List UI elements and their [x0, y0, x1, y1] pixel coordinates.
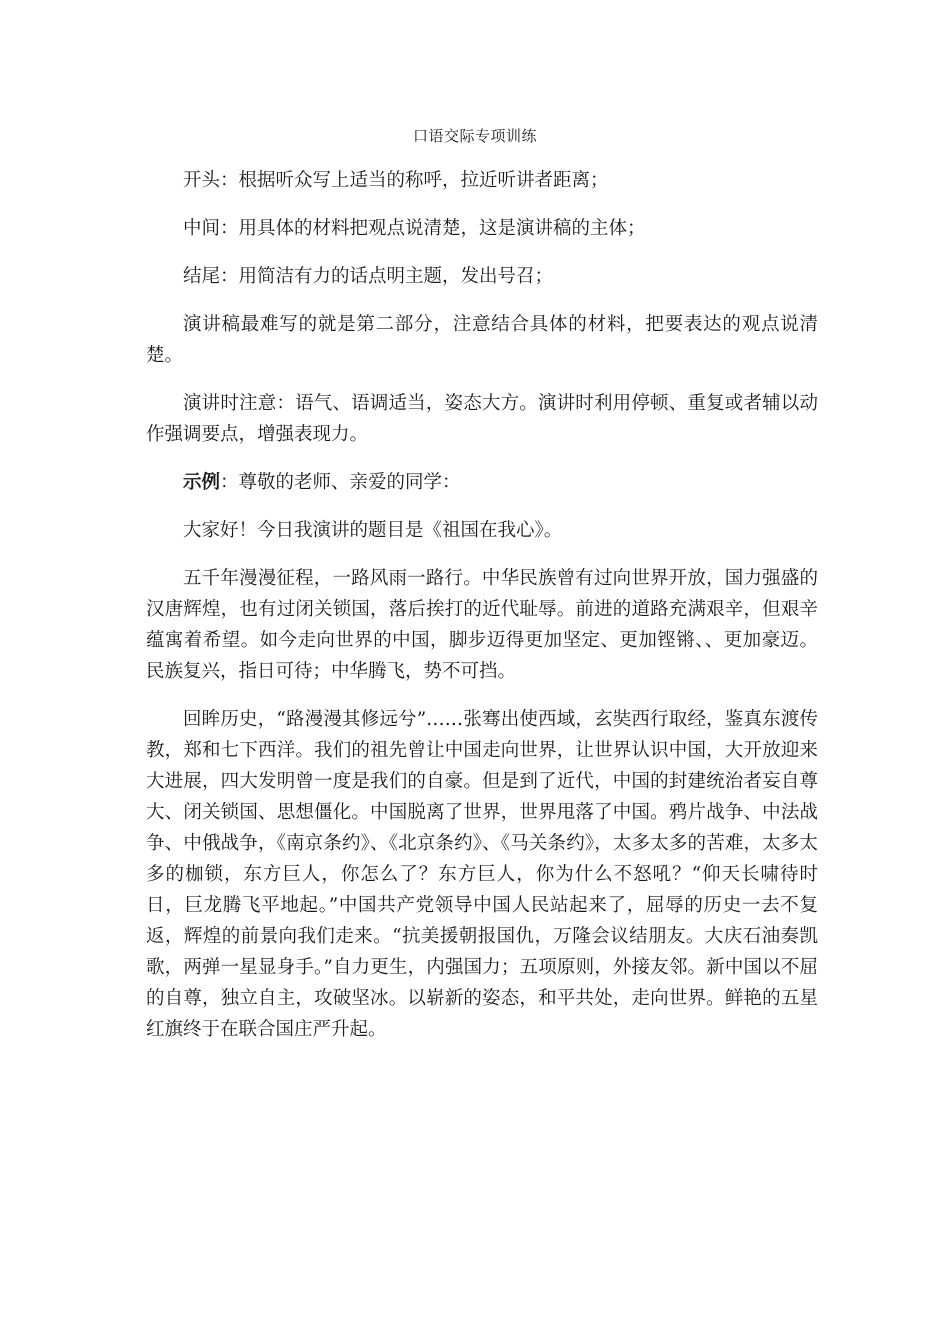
example-salutation: ：尊敬的老师、亲爱的同学：: [220, 472, 461, 493]
example-label: 示例: [183, 472, 221, 493]
speech-paragraph-history: 五千年漫漫征程，一路风雨一路行。中华民族曾有过向世界开放，国力强盛的汉唐辉煌，也有过闭关锁国，落后挨打的近代耻辱。前进的道路充满艰辛，但艰辛蕴寓着希望。如今走向世界的中国，脚步迈得更加坚定、更加铿锵、、更加豪迈。民族复兴，指日可待；中华腾飞，势不可挡。: [146, 568, 818, 682]
document-body: [146, 165, 818, 1062]
paragraph-example: [146, 467, 818, 498]
speech-paragraph-greeting: 大家好！今日我演讲的题目是《祖国在我心》。: [183, 520, 563, 541]
paragraph-hardest-part: 演讲稿最难写的就是第二部分，注意结合具体的材料，把要表达的观点说清楚。: [146, 314, 818, 366]
document-title: 口语交际专项训练: [412, 127, 537, 145]
paragraph-middle: 中间：用具体的材料把观点说清楚，这是演讲稿的主体；: [183, 218, 646, 239]
paragraph-opening: 开头：根据听众写上适当的称呼，拉近听讲者距离；: [183, 170, 609, 191]
paragraph-delivery-tips: 演讲时注意：语气、语调适当，姿态大方。演讲时利用停顿、重复或者辅以动作强调要点，增强表现力。: [146, 393, 818, 445]
speech-paragraph-review: 回眸历史，“路漫漫其修远兮”……张骞出使西域，玄奘西行取经，鉴真东渡传教，郑和七下西洋。我们的祖先曾让中国走向世界，让世界认识中国，大开放迎来大进展，四大发明曾一度是我们的自豪。但是到了近代，中国的封建统治者妄自尊大、闭关锁国、思想僵化。中国脱离了世界，世界甩落了中国。鸦片战争、中法战争、中俄战争，《南京条约》、《北京条约》、《马关条约》，太多太多的苦难，太多太多的枷锁，东方巨人，你怎么了？东方巨人，你为什么不怒吼？“仰天长啸待时日，巨龙腾飞平地起。”中国共产党领导中国人民站起来了，屈辱的历史一去不复返，辉煌的前景向我们走来。“抗美援朝报国仇，万隆会议结朋友。大庆石油奏凯歌，两弹一星显身手。”自力更生，内强国力；五项原则，外接友邻。新中国以不屈的自尊，独立自主，攻破坚冰。以崭新的姿态，和平共处，走向世界。鲜艳的五星红旗终于在联合国庄严升起。: [146, 709, 818, 1040]
paragraph-ending: 结尾：用简洁有力的话点明主题，发出号召；: [183, 266, 554, 287]
